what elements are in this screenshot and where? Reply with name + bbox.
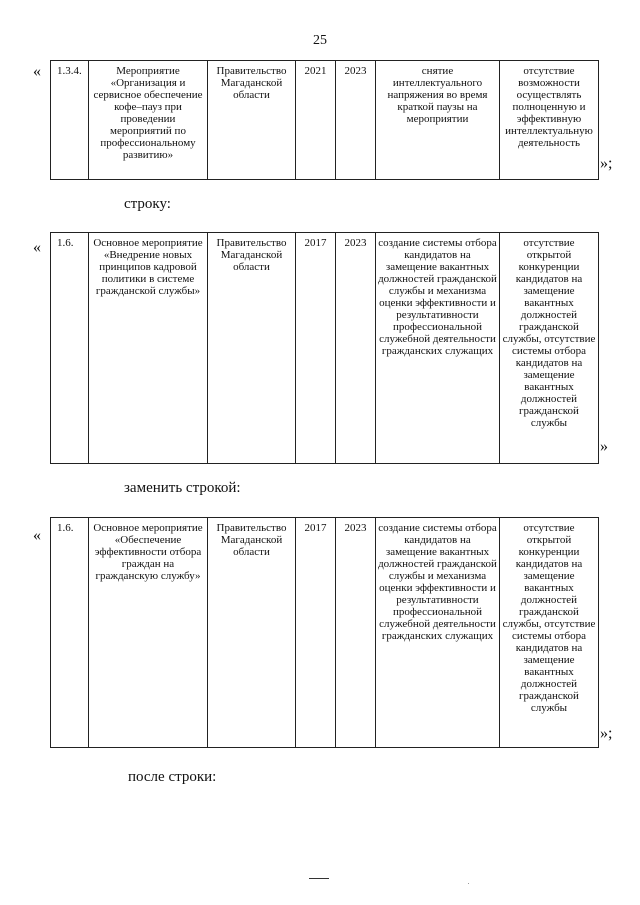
result-cell: снятие интеллектуального напряжения во время краткой паузы на мероприятии [376,61,500,180]
row-number-cell: 1.6. [51,518,89,748]
scan-speck [468,883,469,884]
consequence-cell: отсутствие возможности осуществлять полноценную и эффективную интеллектуальную деятельность [500,61,599,180]
year-start-cell: 2021 [296,61,336,180]
page-number: 25 [313,33,327,48]
year-start-cell: 2017 [296,518,336,748]
table-row [51,61,599,180]
measure-cell: Основное мероприятие «Обеспечение эффективности отбора граждан на гражданскую службу» [89,518,208,748]
program-table-row-1-6-old [50,232,599,464]
program-table-row-1-3-4 [50,60,599,180]
executor-cell: Правительство Магаданской области [208,233,296,464]
result-cell: создание системы отбора кандидатов на замещение вакантных должностей гражданской службы и механизма оценки эффективности и результативности профессиональной служебной деятельности гражданских служащих [376,518,500,748]
label-zamenit: заменить строкой: [124,480,241,496]
table-row [51,518,599,748]
label-stroku: строку: [124,196,171,212]
closing-quote: »; [600,725,613,742]
result-cell: создание системы отбора кандидатов на замещение вакантных должностей гражданской службы и механизма оценки эффективности и результативности профессиональной служебной деятельности гражданских служащих [376,233,500,464]
opening-quote: « [33,239,41,256]
measure-cell: Мероприятие «Организация и сервисное обеспечение кофе–пауз при проведении мероприятий по профессиональному развитию» [89,61,208,180]
row-number-cell: 1.6. [51,233,89,464]
row-number-cell: 1.3.4. [51,61,89,180]
opening-quote: « [33,527,41,544]
year-end-cell: 2023 [336,61,376,180]
consequence-cell: отсутствие открытой конкуренции кандидатов на замещение вакантных должностей гражданской службы, отсутствие системы отбора кандидатов на замещение вакантных должностей гражданской службы [500,233,599,464]
consequence-cell: отсутствие открытой конкуренции кандидатов на замещение вакантных должностей гражданской службы, отсутствие системы отбора кандидатов на замещение вакантных должностей гражданской службы [500,518,599,748]
executor-cell: Правительство Магаданской области [208,61,296,180]
closing-quote: »; [600,155,613,172]
table-row [51,233,599,464]
footer-divider [309,878,329,879]
year-end-cell: 2023 [336,233,376,464]
program-table-row-1-6-new [50,517,599,748]
executor-cell: Правительство Магаданской области [208,518,296,748]
measure-cell: Основное мероприятие «Внедрение новых принципов кадровой политики в системе гражданской службы» [89,233,208,464]
year-end-cell: 2023 [336,518,376,748]
label-posle: после строки: [128,769,217,785]
year-start-cell: 2017 [296,233,336,464]
closing-quote: » [600,438,608,455]
opening-quote: « [33,63,41,80]
